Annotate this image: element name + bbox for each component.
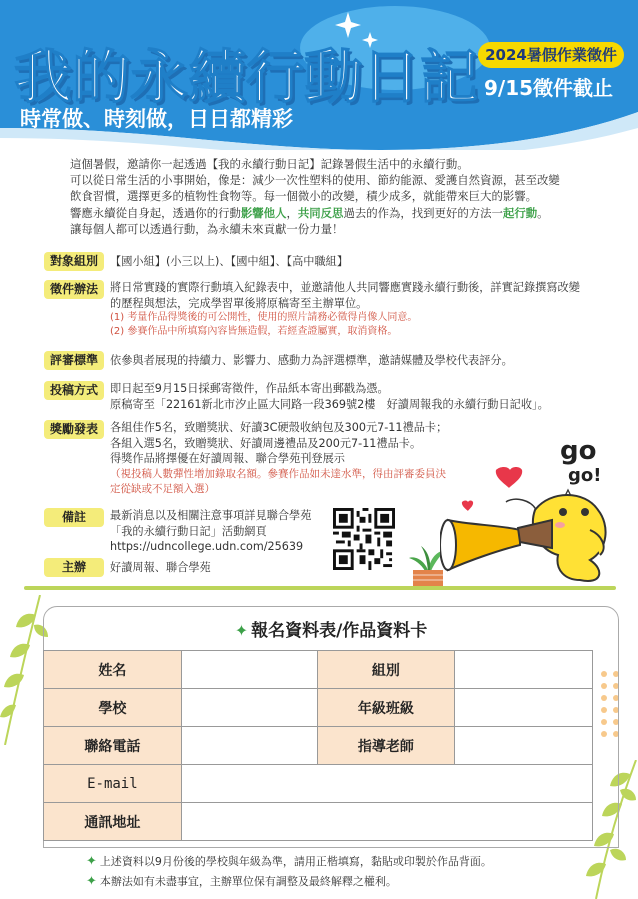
field-label-group: 組別: [317, 651, 455, 689]
footer-notes: [86, 852, 492, 892]
qr-code-icon[interactable]: [333, 508, 395, 570]
section-text: 依參與者展現的持續力、影響力、感動力為評選標準，邀請媒體及學校代表評分。: [110, 354, 513, 367]
table-row: [44, 727, 593, 765]
field-label-address: 通訊地址: [44, 803, 182, 841]
field-label-school: 學校: [44, 689, 182, 727]
table-row: [44, 765, 593, 803]
heart-icon: [462, 501, 473, 512]
intro-line: 讓每個人都可以透過行動，為永續未來貢獻一份力量！: [70, 221, 344, 236]
header-banner: [0, 0, 638, 150]
mascot-illustration: [440, 430, 620, 590]
event-badge: 2024暑假作業徵件: [478, 42, 624, 68]
section-tag: 備註: [44, 508, 104, 527]
section-text: 各組佳作5名，致贈獎狀、好讀3C硬殼收納包及300元7-11禮品卡； 各組入選5名，致贈獎狀、好讀周邊禮品及200元7-11禮品卡。 得獎作品將擇優在好讀周報、聯合學苑刊登展示 （視投稿人數彈性增加錄取名額。參賽作品如未達水準，得由評審委員決 定從缺或不足額入選）: [110, 421, 448, 495]
intro-line: 可以從日常生活的小事開始，像是：減少一次性塑料的使用、節約能源、愛護自然資源，甚至改變: [70, 173, 560, 188]
group-field[interactable]: [455, 651, 593, 689]
email-field[interactable]: [181, 765, 592, 803]
intro-paragraph: [70, 156, 610, 237]
heart-icon: [496, 467, 522, 488]
note-line: ✦ 上述資料以9月份後的學校與年級為準，請用正楷填寫，黏貼或印製於作品背面。: [86, 854, 492, 869]
section-tag: 主辦: [44, 558, 104, 577]
section-tag: 徵件辦法: [44, 280, 104, 299]
go-text: go!: [568, 465, 602, 486]
section-remark: [44, 508, 340, 555]
teacher-field[interactable]: [455, 727, 593, 765]
diamond-star-icon: ✦: [234, 621, 249, 640]
section-tag: 評審標準: [44, 351, 104, 370]
page-subtitle: 時常做、時刻做，日日都精彩: [20, 107, 293, 131]
field-label-name: 姓名: [44, 651, 182, 689]
go-text: go: [560, 436, 597, 466]
address-field[interactable]: [181, 803, 592, 841]
section-text: 最新消息以及相關注意事項詳見聯合學苑 「我的永續行動日記」活動網頁 https://udncollege.udn.com/25639: [110, 508, 340, 555]
table-row: [44, 689, 593, 727]
form-title: ✦ 報名資料表/作品資料卡: [234, 621, 428, 641]
section-text: 將日常實踐的實際行動填入紀錄表中，並邀請他人共同響應實踐永續行動後，詳實記錄撰寫改變 的歷程與想法，完成學習單後將原稿寄至主辦單位。 (1) 考量作品得獎後的可公開性，使用的照片請務必徵得肖像人同意。 (2) 參賽作品中所填寫內容皆無造假，若經查證屬實，取消資格。: [110, 281, 580, 337]
section-text: 好讀周報、聯合學苑: [110, 561, 211, 574]
section-target: [44, 252, 620, 271]
page-title: 我的永續行動日記: [14, 43, 479, 111]
section-criteria: [44, 351, 620, 370]
grade-field[interactable]: [455, 689, 593, 727]
table-row: [44, 803, 593, 841]
section-tag: 對象組別: [44, 252, 104, 271]
school-field[interactable]: [181, 689, 317, 727]
table-row: [44, 651, 593, 689]
registration-form-table: [43, 650, 593, 841]
intro-line: 響應永續從自身起，透過你的行動影響他人，共同反思過去的作為，找到更好的方法一起行動。: [70, 205, 549, 220]
name-field[interactable]: [181, 651, 317, 689]
section-tag: 投稿方式: [44, 381, 104, 400]
event-url[interactable]: https://udncollege.udn.com/25639: [110, 540, 304, 553]
section-tag: 獎勵發表: [44, 420, 104, 439]
field-label-teacher: 指導老師: [317, 727, 455, 765]
intro-line: 這個暑假，邀請你一起透過【我的永續行動日記】記錄暑假生活中的永續行動。: [70, 157, 469, 171]
section-text: 即日起至9月15日採郵寄徵件，作品紙本寄出郵戳為憑。 原稿寄至「22161新北市汐止區大同路一段369號2樓 好讀周報我的永續行動日記收」。: [110, 382, 549, 411]
diamond-star-icon: ✦: [86, 854, 97, 869]
section-text: 【國小組】(小三以上)、【國中組】、【高中職組】: [110, 255, 349, 268]
divider-line: [24, 586, 616, 590]
intro-line: 飲食習慣，選擇更多的植物性食物等。每一個微小的改變，積少成多，就能帶來巨大的影響。: [70, 189, 538, 204]
section-method: [44, 280, 620, 339]
note-line: ✦ 本辦法如有未盡事宜，主辦單位保有調整及最終解釋之權利。: [86, 874, 397, 889]
diamond-star-icon: ✦: [86, 874, 97, 889]
field-label-grade: 年級班級: [317, 689, 455, 727]
deadline-text: 9/15徵件截止: [484, 76, 614, 100]
section-submit: [44, 381, 620, 412]
field-label-phone: 聯絡電話: [44, 727, 182, 765]
phone-field[interactable]: [181, 727, 317, 765]
field-label-email: E-mail: [44, 765, 182, 803]
